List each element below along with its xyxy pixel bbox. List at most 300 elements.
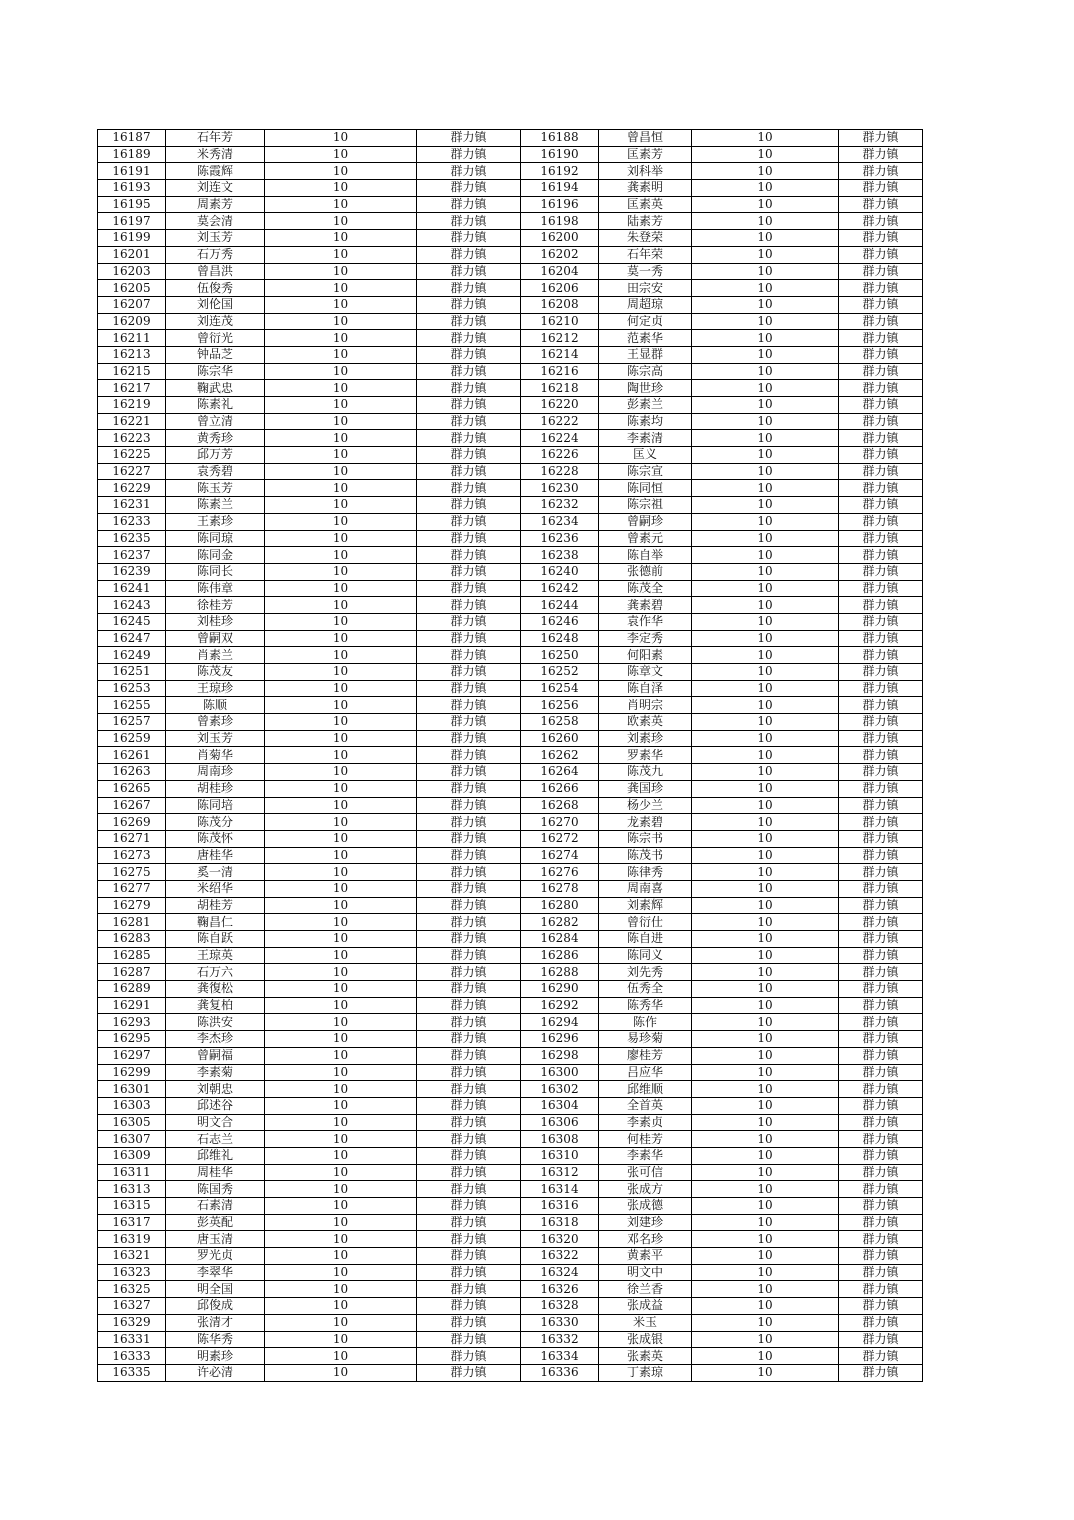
amount-cell: 10: [692, 714, 839, 731]
name-cell: 张清才: [166, 1314, 265, 1331]
amount-cell: 10: [692, 914, 839, 931]
name-cell: 陈茂书: [599, 847, 692, 864]
amount-cell: 10: [692, 1264, 839, 1281]
table-row: [98, 230, 923, 247]
amount-cell: 10: [265, 1097, 417, 1114]
name-cell: 彭英配: [166, 1214, 265, 1231]
name-cell: 龚复柏: [166, 997, 265, 1014]
amount-cell: 10: [692, 547, 839, 564]
id-cell: 16317: [98, 1214, 166, 1231]
name-cell: 鞠武忠: [166, 380, 265, 397]
id-cell: 16194: [521, 180, 599, 197]
name-cell: 陈茂怀: [166, 830, 265, 847]
id-cell: 16282: [521, 914, 599, 931]
name-cell: 石年芳: [166, 130, 265, 147]
town-cell: 群力镇: [417, 747, 521, 764]
id-cell: 16201: [98, 246, 166, 263]
town-cell: 群力镇: [839, 747, 923, 764]
name-cell: 周超琼: [599, 296, 692, 313]
town-cell: 群力镇: [839, 830, 923, 847]
amount-cell: 10: [692, 830, 839, 847]
name-cell: 陈茂九: [599, 764, 692, 781]
id-cell: 16334: [521, 1348, 599, 1365]
town-cell: 群力镇: [417, 463, 521, 480]
name-cell: 张成方: [599, 1181, 692, 1198]
id-cell: 16296: [521, 1031, 599, 1048]
amount-cell: 10: [265, 1047, 417, 1064]
amount-cell: 10: [265, 864, 417, 881]
table-row: [98, 1131, 923, 1148]
town-cell: 群力镇: [417, 897, 521, 914]
name-cell: 王显群: [599, 346, 692, 363]
town-cell: 群力镇: [417, 1047, 521, 1064]
id-cell: 16222: [521, 413, 599, 430]
amount-cell: 10: [692, 1298, 839, 1315]
table-row: [98, 463, 923, 480]
table-row: [98, 1348, 923, 1365]
amount-cell: 10: [692, 180, 839, 197]
town-cell: 群力镇: [839, 463, 923, 480]
town-cell: 群力镇: [417, 530, 521, 547]
name-cell: 彭素兰: [599, 397, 692, 414]
table-row: [98, 246, 923, 263]
amount-cell: 10: [692, 730, 839, 747]
name-cell: 邱万芳: [166, 447, 265, 464]
amount-cell: 10: [692, 664, 839, 681]
town-cell: 群力镇: [417, 1348, 521, 1365]
name-cell: 莫会清: [166, 213, 265, 230]
amount-cell: 10: [265, 480, 417, 497]
town-cell: 群力镇: [417, 764, 521, 781]
name-cell: 邓名珍: [599, 1231, 692, 1248]
name-cell: 邱维顺: [599, 1081, 692, 1098]
amount-cell: 10: [692, 530, 839, 547]
town-cell: 群力镇: [839, 263, 923, 280]
town-cell: 群力镇: [417, 814, 521, 831]
town-cell: 群力镇: [839, 380, 923, 397]
name-cell: 刘先秀: [599, 964, 692, 981]
town-cell: 群力镇: [417, 430, 521, 447]
amount-cell: 10: [692, 1047, 839, 1064]
name-cell: 胡桂芳: [166, 897, 265, 914]
id-cell: 16251: [98, 664, 166, 681]
amount-cell: 10: [692, 931, 839, 948]
table-row: [98, 563, 923, 580]
table-row: [98, 981, 923, 998]
id-cell: 16221: [98, 413, 166, 430]
town-cell: 群力镇: [839, 313, 923, 330]
name-cell: 曾衍仕: [599, 914, 692, 931]
id-cell: 16329: [98, 1314, 166, 1331]
town-cell: 群力镇: [417, 163, 521, 180]
id-cell: 16263: [98, 764, 166, 781]
name-cell: 徐兰香: [599, 1281, 692, 1298]
town-cell: 群力镇: [839, 1014, 923, 1031]
amount-cell: 10: [265, 947, 417, 964]
table-row: [98, 597, 923, 614]
town-cell: 群力镇: [417, 1314, 521, 1331]
town-cell: 群力镇: [417, 981, 521, 998]
id-cell: 16204: [521, 263, 599, 280]
town-cell: 群力镇: [839, 1198, 923, 1215]
id-cell: 16210: [521, 313, 599, 330]
amount-cell: 10: [265, 981, 417, 998]
amount-cell: 10: [692, 330, 839, 347]
id-cell: 16312: [521, 1164, 599, 1181]
town-cell: 群力镇: [839, 1131, 923, 1148]
town-cell: 群力镇: [417, 296, 521, 313]
name-cell: 龚素碧: [599, 597, 692, 614]
name-cell: 明文合: [166, 1114, 265, 1131]
amount-cell: 10: [265, 296, 417, 313]
name-cell: 陈宗书: [599, 830, 692, 847]
town-cell: 群力镇: [417, 447, 521, 464]
amount-cell: 10: [692, 1198, 839, 1215]
table-row: [98, 163, 923, 180]
name-cell: 伍俊秀: [166, 280, 265, 297]
town-cell: 群力镇: [839, 430, 923, 447]
town-cell: 群力镇: [839, 447, 923, 464]
town-cell: 群力镇: [417, 630, 521, 647]
amount-cell: 10: [265, 1248, 417, 1265]
id-cell: 16211: [98, 330, 166, 347]
name-cell: 李定秀: [599, 630, 692, 647]
id-cell: 16262: [521, 747, 599, 764]
table-row: [98, 196, 923, 213]
amount-cell: 10: [692, 230, 839, 247]
id-cell: 16240: [521, 563, 599, 580]
name-cell: 曾昌恒: [599, 130, 692, 147]
amount-cell: 10: [265, 630, 417, 647]
amount-cell: 10: [692, 1097, 839, 1114]
id-cell: 16230: [521, 480, 599, 497]
town-cell: 群力镇: [839, 1281, 923, 1298]
id-cell: 16254: [521, 680, 599, 697]
id-cell: 16323: [98, 1264, 166, 1281]
id-cell: 16219: [98, 397, 166, 414]
amount-cell: 10: [265, 714, 417, 731]
amount-cell: 10: [692, 313, 839, 330]
town-cell: 群力镇: [839, 847, 923, 864]
name-cell: 陈作: [599, 1014, 692, 1031]
table-row: [98, 580, 923, 597]
town-cell: 群力镇: [417, 380, 521, 397]
amount-cell: 10: [265, 397, 417, 414]
id-cell: 16218: [521, 380, 599, 397]
amount-cell: 10: [265, 680, 417, 697]
name-cell: 周南珍: [166, 764, 265, 781]
table-row: [98, 1231, 923, 1248]
amount-cell: 10: [265, 1147, 417, 1164]
id-cell: 16292: [521, 997, 599, 1014]
id-cell: 16307: [98, 1131, 166, 1148]
amount-cell: 10: [692, 1031, 839, 1048]
town-cell: 群力镇: [417, 1164, 521, 1181]
table-row: [98, 697, 923, 714]
id-cell: 16190: [521, 146, 599, 163]
amount-cell: 10: [692, 430, 839, 447]
table-row: [98, 547, 923, 564]
name-cell: 邱述谷: [166, 1097, 265, 1114]
town-cell: 群力镇: [417, 280, 521, 297]
amount-cell: 10: [692, 213, 839, 230]
town-cell: 群力镇: [417, 213, 521, 230]
records-table-body: [98, 130, 923, 1382]
table-row: [98, 814, 923, 831]
amount-cell: 10: [265, 1264, 417, 1281]
name-cell: 陈霞辉: [166, 163, 265, 180]
table-row: [98, 180, 923, 197]
id-cell: 16287: [98, 964, 166, 981]
town-cell: 群力镇: [839, 914, 923, 931]
amount-cell: 10: [692, 397, 839, 414]
town-cell: 群力镇: [839, 630, 923, 647]
id-cell: 16205: [98, 280, 166, 297]
town-cell: 群力镇: [417, 1331, 521, 1348]
table-row: [98, 497, 923, 514]
amount-cell: 10: [265, 1214, 417, 1231]
id-cell: 16247: [98, 630, 166, 647]
town-cell: 群力镇: [417, 1031, 521, 1048]
name-cell: 陈伟章: [166, 580, 265, 597]
amount-cell: 10: [692, 580, 839, 597]
name-cell: 龙素碧: [599, 814, 692, 831]
name-cell: 李素清: [599, 430, 692, 447]
amount-cell: 10: [692, 630, 839, 647]
id-cell: 16246: [521, 613, 599, 630]
town-cell: 群力镇: [417, 263, 521, 280]
town-cell: 群力镇: [839, 597, 923, 614]
table-row: [98, 847, 923, 864]
town-cell: 群力镇: [417, 1181, 521, 1198]
table-row: [98, 1014, 923, 1031]
amount-cell: 10: [265, 1281, 417, 1298]
name-cell: 陈同培: [166, 797, 265, 814]
id-cell: 16255: [98, 697, 166, 714]
name-cell: 刘科举: [599, 163, 692, 180]
id-cell: 16274: [521, 847, 599, 864]
id-cell: 16281: [98, 914, 166, 931]
name-cell: 明素珍: [166, 1348, 265, 1365]
table-row: [98, 530, 923, 547]
name-cell: 陈宗高: [599, 363, 692, 380]
id-cell: 16235: [98, 530, 166, 547]
amount-cell: 10: [692, 964, 839, 981]
amount-cell: 10: [692, 1131, 839, 1148]
town-cell: 群力镇: [839, 1064, 923, 1081]
town-cell: 群力镇: [417, 847, 521, 864]
name-cell: 吕应华: [599, 1064, 692, 1081]
id-cell: 16242: [521, 580, 599, 597]
id-cell: 16187: [98, 130, 166, 147]
name-cell: 陈茂分: [166, 814, 265, 831]
table-row: [98, 213, 923, 230]
id-cell: 16331: [98, 1331, 166, 1348]
name-cell: 石志兰: [166, 1131, 265, 1148]
id-cell: 16207: [98, 296, 166, 313]
amount-cell: 10: [265, 380, 417, 397]
town-cell: 群力镇: [839, 964, 923, 981]
table-row: [98, 947, 923, 964]
table-row: [98, 1031, 923, 1048]
name-cell: 石素清: [166, 1198, 265, 1215]
name-cell: 陈顺: [166, 697, 265, 714]
amount-cell: 10: [265, 847, 417, 864]
id-cell: 16257: [98, 714, 166, 731]
table-row: [98, 1248, 923, 1265]
town-cell: 群力镇: [417, 547, 521, 564]
amount-cell: 10: [692, 697, 839, 714]
table-row: [98, 447, 923, 464]
town-cell: 群力镇: [417, 480, 521, 497]
amount-cell: 10: [692, 1314, 839, 1331]
id-cell: 16300: [521, 1064, 599, 1081]
amount-cell: 10: [692, 947, 839, 964]
id-cell: 16309: [98, 1147, 166, 1164]
name-cell: 石万秀: [166, 246, 265, 263]
amount-cell: 10: [265, 180, 417, 197]
town-cell: 群力镇: [839, 280, 923, 297]
id-cell: 16228: [521, 463, 599, 480]
town-cell: 群力镇: [839, 146, 923, 163]
name-cell: 陈章文: [599, 664, 692, 681]
town-cell: 群力镇: [839, 1364, 923, 1381]
id-cell: 16256: [521, 697, 599, 714]
id-cell: 16208: [521, 296, 599, 313]
amount-cell: 10: [265, 797, 417, 814]
name-cell: 邱俊成: [166, 1298, 265, 1315]
table-row: [98, 864, 923, 881]
town-cell: 群力镇: [839, 797, 923, 814]
id-cell: 16202: [521, 246, 599, 263]
name-cell: 曾嗣福: [166, 1047, 265, 1064]
table-row: [98, 1064, 923, 1081]
name-cell: 徐桂芳: [166, 597, 265, 614]
name-cell: 胡桂珍: [166, 780, 265, 797]
name-cell: 陈自举: [599, 547, 692, 564]
id-cell: 16238: [521, 547, 599, 564]
id-cell: 16272: [521, 830, 599, 847]
amount-cell: 10: [265, 964, 417, 981]
town-cell: 群力镇: [839, 497, 923, 514]
amount-cell: 10: [692, 1014, 839, 1031]
id-cell: 16294: [521, 1014, 599, 1031]
name-cell: 曾嗣双: [166, 630, 265, 647]
amount-cell: 10: [265, 263, 417, 280]
id-cell: 16276: [521, 864, 599, 881]
town-cell: 群力镇: [839, 1264, 923, 1281]
id-cell: 16259: [98, 730, 166, 747]
table-row: [98, 363, 923, 380]
town-cell: 群力镇: [839, 664, 923, 681]
id-cell: 16333: [98, 1348, 166, 1365]
amount-cell: 10: [265, 497, 417, 514]
table-row: [98, 647, 923, 664]
name-cell: 曾素元: [599, 530, 692, 547]
id-cell: 16245: [98, 613, 166, 630]
name-cell: 张可信: [599, 1164, 692, 1181]
town-cell: 群力镇: [839, 530, 923, 547]
name-cell: 何定贞: [599, 313, 692, 330]
name-cell: 王琼珍: [166, 680, 265, 697]
town-cell: 群力镇: [417, 730, 521, 747]
town-cell: 群力镇: [839, 697, 923, 714]
name-cell: 田宗安: [599, 280, 692, 297]
amount-cell: 10: [265, 146, 417, 163]
id-cell: 16268: [521, 797, 599, 814]
name-cell: 匡素芳: [599, 146, 692, 163]
name-cell: 陆素芳: [599, 213, 692, 230]
table-row: [98, 630, 923, 647]
table-row: [98, 880, 923, 897]
name-cell: 陶世珍: [599, 380, 692, 397]
table-row: [98, 1214, 923, 1231]
name-cell: 李翠华: [166, 1264, 265, 1281]
town-cell: 群力镇: [839, 613, 923, 630]
name-cell: 张德前: [599, 563, 692, 580]
town-cell: 群力镇: [417, 1147, 521, 1164]
id-cell: 16321: [98, 1248, 166, 1265]
amount-cell: 10: [265, 730, 417, 747]
name-cell: 陈同长: [166, 563, 265, 580]
town-cell: 群力镇: [839, 931, 923, 948]
id-cell: 16310: [521, 1147, 599, 1164]
name-cell: 罗素华: [599, 747, 692, 764]
town-cell: 群力镇: [839, 1147, 923, 1164]
id-cell: 16252: [521, 664, 599, 681]
name-cell: 刘素辉: [599, 897, 692, 914]
name-cell: 曾昌洪: [166, 263, 265, 280]
amount-cell: 10: [265, 613, 417, 630]
id-cell: 16191: [98, 163, 166, 180]
town-cell: 群力镇: [839, 997, 923, 1014]
name-cell: 匡义: [599, 447, 692, 464]
id-cell: 16248: [521, 630, 599, 647]
amount-cell: 10: [692, 447, 839, 464]
amount-cell: 10: [692, 1214, 839, 1231]
amount-cell: 10: [692, 513, 839, 530]
table-row: [98, 380, 923, 397]
town-cell: 群力镇: [839, 714, 923, 731]
town-cell: 群力镇: [839, 730, 923, 747]
table-row: [98, 1314, 923, 1331]
town-cell: 群力镇: [839, 1231, 923, 1248]
town-cell: 群力镇: [417, 880, 521, 897]
table-row: [98, 263, 923, 280]
id-cell: 16261: [98, 747, 166, 764]
name-cell: 袁作华: [599, 613, 692, 630]
town-cell: 群力镇: [839, 230, 923, 247]
town-cell: 群力镇: [417, 1364, 521, 1381]
id-cell: 16224: [521, 430, 599, 447]
table-row: [98, 513, 923, 530]
table-row: [98, 480, 923, 497]
amount-cell: 10: [265, 1114, 417, 1131]
name-cell: 陈自进: [599, 931, 692, 948]
town-cell: 群力镇: [839, 880, 923, 897]
amount-cell: 10: [265, 1131, 417, 1148]
id-cell: 16243: [98, 597, 166, 614]
name-cell: 刘连文: [166, 180, 265, 197]
id-cell: 16308: [521, 1131, 599, 1148]
town-cell: 群力镇: [417, 580, 521, 597]
amount-cell: 10: [265, 697, 417, 714]
amount-cell: 10: [692, 597, 839, 614]
table-row: [98, 1147, 923, 1164]
town-cell: 群力镇: [417, 1014, 521, 1031]
id-cell: 16290: [521, 981, 599, 998]
town-cell: 群力镇: [839, 1331, 923, 1348]
